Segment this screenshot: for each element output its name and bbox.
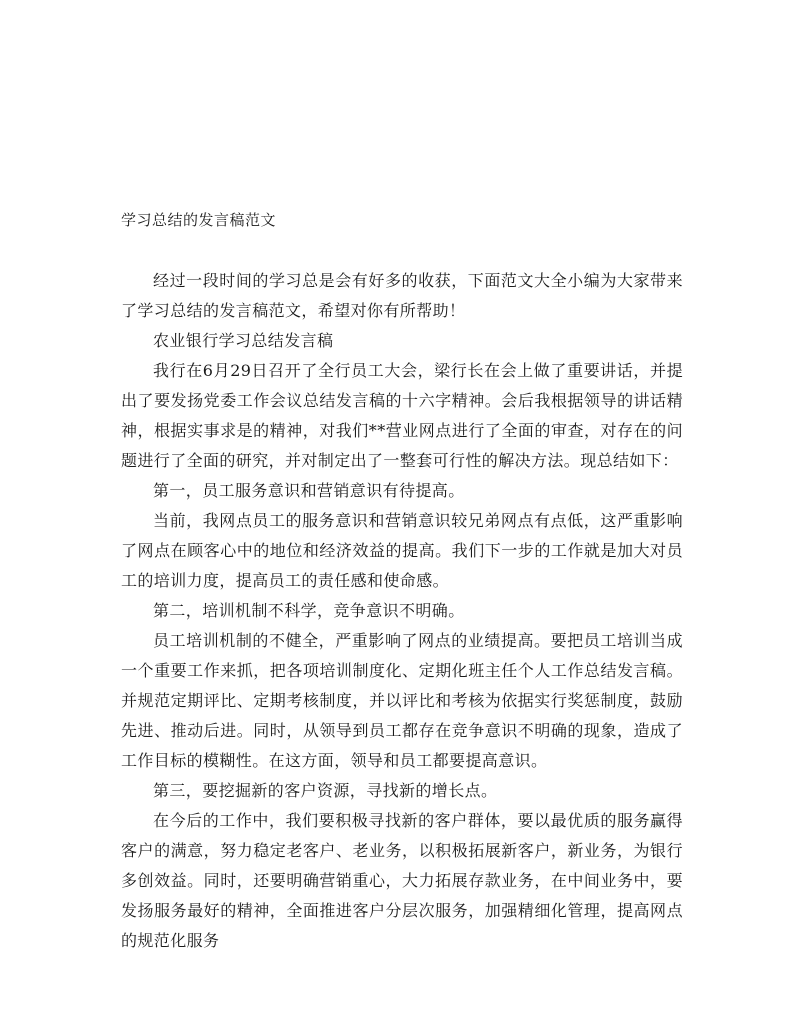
paragraph-point-three-detail: 在今后的工作中，我们要积极寻找新的客户群体，要以最优质的服务赢得客户的满意，努力稳定老客户、老业务，以积极拓展新客户，新业务，为银行多创效益。同时，还要明确营销重心，大力拓展存款业务，在中间业务中，要发扬服务最好的精神，全面推进客户分层次服务，加强精细化管理，提高网点的规范化服务	[121, 811, 683, 950]
paragraph-point-one: 第一，员工服务意识和营销意识有待提高。	[153, 481, 465, 500]
paragraph-intro: 经过一段时间的学习总是会有好多的收获，下面范文大全小编为大家带来了学习总结的发言稿范文，希望对你有所帮助！	[121, 271, 683, 320]
document-title: 学习总结的发言稿范文	[121, 211, 277, 229]
paragraph-meeting: 我行在6月29日召开了全行员工大会，梁行长在会上做了重要讲话，并提出了要发扬党委工作会议总结发言稿的十六字精神。会后我根据领导的讲话精神，根据实事求是的精神，对我们**营业网点进行了全面的审查，对存在的问题进行了全面的研究，并对制定出了一整套可行性的解决方法。现总结如下：	[121, 361, 683, 470]
paragraph-subtitle: 农业银行学习总结发言稿	[153, 331, 334, 350]
paragraph-point-three: 第三，要挖掘新的客户资源，寻找新的增长点。	[153, 781, 498, 800]
paragraph-point-two-detail: 员工培训机制的不健全，严重影响了网点的业绩提高。要把员工培训当成一个重要工作来抓，把各项培训制度化、定期化班主任个人工作总结发言稿。并规范定期评比、定期考核制度，并以评比和考核为依据实行奖惩制度，鼓励先进、推动后进。同时，从领导到员工都存在竞争意识不明确的现象，造成了工作目标的模糊性。在这方面，领导和员工都要提高意识。	[121, 631, 683, 770]
paragraph-point-two: 第二，培训机制不科学，竞争意识不明确。	[153, 601, 465, 620]
document-body	[121, 266, 683, 956]
paragraph-point-one-detail: 当前，我网点员工的服务意识和营销意识较兄弟网点有点低，这严重影响了网点在顾客心中的地位和经济效益的提高。我们下一步的工作就是加大对员工的培训力度，提高员工的责任感和使命感。	[121, 511, 683, 590]
